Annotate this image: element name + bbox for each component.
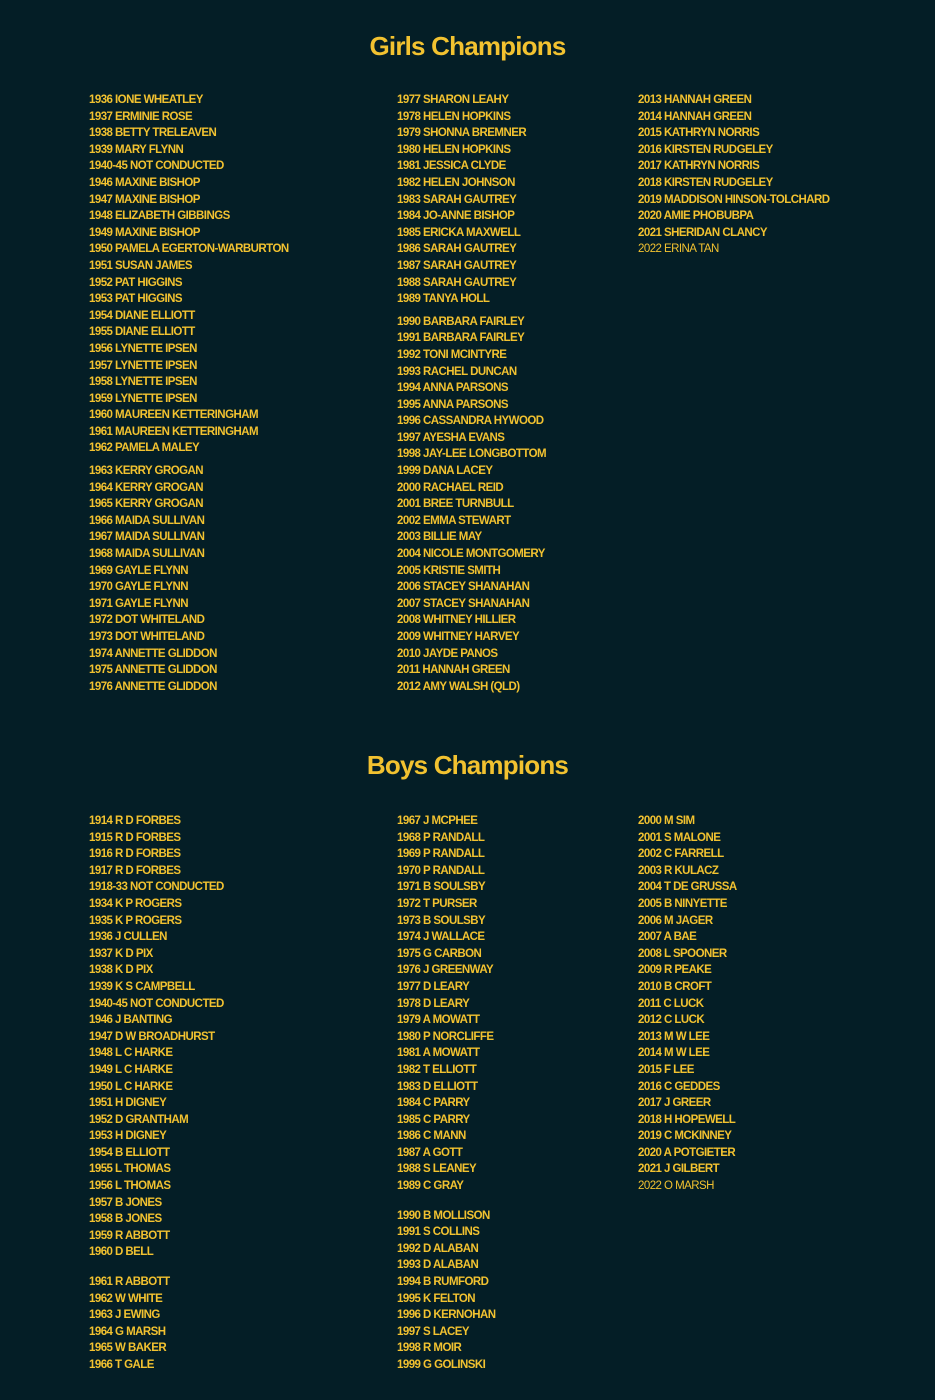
champion-entry: 1973 B SOULSBY — [397, 914, 486, 927]
champion-entry: 2002 C FARRELL — [638, 848, 724, 861]
champion-entry: 1964 KERRY GROGAN — [89, 481, 203, 494]
champion-entry: 1972 T PURSER — [397, 897, 477, 910]
champion-entry: 1937 K D PIX — [89, 947, 153, 960]
champion-entry: 1974 ANNETTE GLIDDON — [89, 647, 217, 660]
champion-entry: 2005 KRISTIE SMITH — [397, 564, 501, 577]
champion-entry: 1986 C MANN — [397, 1130, 466, 1143]
champion-entry: 1968 MAIDA SULLIVAN — [89, 548, 205, 561]
champion-entry: 1956 LYNETTE IPSEN — [89, 342, 197, 355]
champion-entry: 2002 EMMA STEWART — [397, 514, 511, 527]
champion-entry: 1955 L THOMAS — [89, 1163, 171, 1176]
champion-entry: 1995 ANNA PARSONS — [397, 398, 509, 411]
champion-entry: 1950 PAMELA EGERTON-WARBURTON — [89, 243, 289, 256]
champion-entry: 1984 C PARRY — [397, 1097, 470, 1110]
champion-entry: 2013 M W LEE — [638, 1030, 710, 1043]
champion-entry: 2006 M JAGER — [638, 914, 713, 927]
champion-entry: 2012 AMY WALSH (QLD) — [397, 680, 520, 693]
champion-entry: 2012 C LUCK — [638, 1014, 705, 1027]
champion-entry: 1962 PAMELA MALEY — [89, 442, 200, 455]
champion-entry: 1953 H DIGNEY — [89, 1130, 167, 1143]
champion-entry: 1975 G CARBON — [397, 947, 482, 960]
champion-entry: 1990 BARBARA FAIRLEY — [397, 315, 525, 328]
champion-entry: 1979 SHONNA BREMNER — [397, 127, 527, 140]
champion-entry: 1952 D GRANTHAM — [89, 1113, 189, 1126]
champion-entry: 2016 C GEDDES — [638, 1080, 720, 1093]
champion-entry: 1985 ERICKA MAXWELL — [397, 226, 521, 239]
champion-entry: 1979 A MOWATT — [397, 1014, 480, 1027]
champion-entry: 1934 K P ROGERS — [89, 897, 182, 910]
champion-entry: 1972 DOT WHITELAND — [89, 614, 205, 627]
champion-entry: 2020 AMIE PHOBUBPA — [638, 210, 754, 223]
champion-entry: 2000 M SIM — [638, 815, 695, 827]
champion-entry: 1989 C GRAY — [397, 1180, 464, 1193]
champion-entry: 2009 WHITNEY HARVEY — [397, 631, 520, 643]
champion-entry: 1990 B MOLLISON — [397, 1209, 490, 1222]
champion-entry: 1989 TANYA HOLL — [397, 293, 490, 306]
champion-entry: 1994 B RUMFORD — [397, 1276, 489, 1289]
girls-champions-heading: Girls Champions — [369, 31, 566, 61]
champion-entry: 1917 R D FORBES — [89, 864, 181, 877]
champion-entry: 1978 HELEN HOPKINS — [397, 110, 511, 123]
champion-entry: 2021 SHERIDAN CLANCY — [638, 226, 767, 239]
champion-entry: 1939 MARY FLYNN — [89, 143, 184, 156]
champion-entry: 1965 KERRY GROGAN — [89, 498, 203, 511]
champion-entry: 1965 W BAKER — [89, 1342, 167, 1355]
champion-entry: 1956 L THOMAS — [89, 1180, 171, 1193]
champion-entry: 1916 R D FORBES — [89, 848, 181, 861]
champion-entry: 1957 LYNETTE IPSEN — [89, 359, 197, 372]
champion-entry: 1981 JESSICA CLYDE — [397, 160, 506, 173]
champion-entry: 1955 DIANE ELLIOTT — [89, 326, 195, 339]
champion-entry: 1959 LYNETTE IPSEN — [89, 392, 197, 405]
champion-entry: 1961 MAUREEN KETTERINGHAM — [89, 425, 258, 438]
champion-entry: 2022 O MARSH — [638, 1180, 714, 1193]
champion-entry: 1973 DOT WHITELAND — [89, 631, 205, 643]
champion-entry: 1982 HELEN JOHNSON — [397, 176, 515, 189]
boys-column-2 — [397, 813, 495, 1374]
champion-entry: 1993 RACHEL DUNCAN — [397, 365, 517, 378]
champion-entry: 2014 HANNAH GREEN — [638, 110, 752, 123]
champion-entry: 2005 B NINYETTE — [638, 897, 727, 910]
champion-entry: 1985 C PARRY — [397, 1113, 470, 1126]
champion-entry: 1967 MAIDA SULLIVAN — [89, 531, 205, 544]
champion-entry: 1935 K P ROGERS — [89, 914, 182, 927]
champion-entry: 1981 A MOWATT — [397, 1047, 480, 1060]
champion-entry: 1996 D KERNOHAN — [397, 1309, 496, 1322]
girls-column-1 — [89, 92, 289, 695]
champion-entry: 2001 S MALONE — [638, 831, 721, 844]
champion-entry: 1970 P RANDALL — [397, 864, 485, 877]
champion-entry: 1937 ERMINIE ROSE — [89, 110, 193, 123]
champion-entry: 1970 GAYLE FLYNN — [89, 581, 189, 594]
champion-entry: 1984 JO-ANNE BISHOP — [397, 210, 515, 223]
champion-entry: 1976 J GREENWAY — [397, 964, 494, 977]
champion-entry: 1969 GAYLE FLYNN — [89, 564, 189, 577]
champion-entry: 1996 CASSANDRA HYWOOD — [397, 415, 544, 428]
champion-entry: 1983 SARAH GAUTREY — [397, 193, 517, 206]
champion-entry: 1949 L C HARKE — [89, 1063, 173, 1076]
champion-entry: 1988 SARAH GAUTREY — [397, 276, 517, 289]
champion-entry: 1951 H DIGNEY — [89, 1097, 167, 1110]
champion-entry: 2003 BILLIE MAY — [397, 531, 482, 544]
champion-entry: 1949 MAXINE BISHOP — [89, 226, 200, 239]
boys-champions-heading: Boys Champions — [366, 750, 569, 780]
champion-entry: 1975 ANNETTE GLIDDON — [89, 664, 217, 677]
champion-entry: 1998 R MOIR — [397, 1342, 462, 1355]
champion-entry: 2000 RACHAEL REID — [397, 481, 504, 494]
champion-entry: 2008 WHITNEY HILLIER — [397, 614, 516, 627]
champion-entry: 2006 STACEY SHANAHAN — [397, 581, 530, 594]
champion-entry: 1995 K FELTON — [397, 1292, 476, 1305]
champion-entry: 2011 C LUCK — [638, 997, 704, 1010]
champion-entry: 2009 R PEAKE — [638, 964, 712, 977]
champion-entry: 1948 L C HARKE — [89, 1047, 173, 1060]
champion-entry: 2018 KIRSTEN RUDGELEY — [638, 176, 773, 189]
champion-entry: 1938 K D PIX — [89, 964, 153, 977]
champion-entry: 2014 M W LEE — [638, 1047, 710, 1060]
champion-entry: 1938 BETTY TRELEAVEN — [89, 127, 217, 140]
girls-column-3 — [638, 92, 830, 258]
champion-entry: 1987 SARAH GAUTREY — [397, 259, 517, 272]
champion-entry: 2004 T DE GRUSSA — [638, 881, 737, 894]
champion-entry: 1993 D ALABAN — [397, 1259, 479, 1272]
champion-entry: 1983 D ELLIOTT — [397, 1080, 478, 1093]
champion-entry: 1957 B JONES — [89, 1196, 162, 1209]
champion-entry: 1954 B ELLIOTT — [89, 1146, 170, 1159]
boys-column-1 — [89, 813, 224, 1374]
champion-entry: 1946 MAXINE BISHOP — [89, 176, 200, 189]
champion-entry: 1988 S LEANEY — [397, 1163, 477, 1176]
champion-entry: 1986 SARAH GAUTREY — [397, 243, 517, 256]
champion-entry: 2010 JAYDE PANOS — [397, 647, 498, 660]
champion-entry: 2017 KATHRYN NORRIS — [638, 160, 760, 173]
champion-entry: 2018 H HOPEWELL — [638, 1113, 736, 1126]
champion-entry: 2015 KATHRYN NORRIS — [638, 127, 760, 140]
champion-entry: 1960 MAUREEN KETTERINGHAM — [89, 409, 258, 422]
champion-entry: 2016 KIRSTEN RUDGELEY — [638, 143, 773, 156]
champion-entry: 1991 BARBARA FAIRLEY — [397, 332, 525, 345]
champion-entry: 2003 R KULACZ — [638, 864, 719, 877]
champion-entry: 1958 LYNETTE IPSEN — [89, 376, 197, 389]
champion-entry: 1966 MAIDA SULLIVAN — [89, 514, 205, 527]
champion-entry: 1980 HELEN HOPKINS — [397, 143, 511, 156]
champion-entry: 2017 J GREER — [638, 1097, 711, 1110]
champion-entry: 1999 DANA LACEY — [397, 465, 493, 478]
champion-entry: 1940-45 NOT CONDUCTED — [89, 160, 224, 173]
champion-entry: 1992 TONI MCINTYRE — [397, 348, 507, 361]
champion-entry: 1940-45 NOT CONDUCTED — [89, 997, 224, 1010]
champion-entry: 1954 DIANE ELLIOTT — [89, 309, 195, 322]
champion-entry: 1959 R ABBOTT — [89, 1229, 170, 1242]
list-spacer — [397, 1195, 495, 1208]
champion-entry: 1946 J BANTING — [89, 1014, 173, 1027]
champion-entry: 1974 J WALLACE — [397, 931, 485, 944]
champion-entry: 1997 AYESHA EVANS — [397, 431, 505, 444]
champion-entry: 1964 G MARSH — [89, 1325, 166, 1338]
champion-entry: 1998 JAY-LEE LONGBOTTOM — [397, 448, 547, 461]
champion-entry: 1971 GAYLE FLYNN — [89, 597, 189, 610]
champion-entry: 1947 MAXINE BISHOP — [89, 193, 200, 206]
champion-entry: 2004 NICOLE MONTGOMERY — [397, 548, 545, 561]
champion-entry: 2007 A BAE — [638, 931, 697, 944]
champion-entry: 1999 G GOLINSKI — [397, 1359, 486, 1371]
list-spacer — [89, 1261, 224, 1274]
champion-entry: 1915 R D FORBES — [89, 831, 181, 844]
champion-entry: 1963 KERRY GROGAN — [89, 465, 203, 478]
champion-entry: 1991 S COLLINS — [397, 1226, 480, 1239]
champion-entry: 2001 BREE TURNBULL — [397, 498, 514, 511]
champion-entry: 1936 IONE WHEATLEY — [89, 94, 203, 106]
champion-entry: 1948 ELIZABETH GIBBINGS — [89, 210, 230, 223]
champion-entry: 2010 B CROFT — [638, 980, 712, 993]
champion-entry: 1936 J CULLEN — [89, 931, 167, 944]
champion-entry: 1968 P RANDALL — [397, 831, 485, 844]
champion-entry: 1982 T ELLIOTT — [397, 1063, 477, 1076]
boys-column-3 — [638, 813, 737, 1195]
champion-entry: 1950 L C HARKE — [89, 1080, 173, 1093]
champion-entry: 2019 C MCKINNEY — [638, 1130, 732, 1143]
champion-entry: 1977 SHARON LEAHY — [397, 94, 509, 106]
champion-entry: 1997 S LACEY — [397, 1325, 470, 1338]
champion-entry: 1992 D ALABAN — [397, 1242, 479, 1255]
champion-entry: 2020 A POTGIETER — [638, 1146, 736, 1159]
champion-entry: 1947 D W BROADHURST — [89, 1030, 215, 1043]
champion-entry: 1976 ANNETTE GLIDDON — [89, 680, 217, 693]
champion-entry: 2007 STACEY SHANAHAN — [397, 597, 530, 610]
champion-entry: 1971 B SOULSBY — [397, 881, 486, 894]
champion-entry: 1967 J MCPHEE — [397, 815, 478, 827]
champion-entry: 1958 B JONES — [89, 1213, 162, 1226]
champion-entry: 1980 P NORCLIFFE — [397, 1030, 494, 1043]
champion-entry: 2013 HANNAH GREEN — [638, 94, 752, 106]
champion-entry: 1963 J EWING — [89, 1309, 160, 1322]
champion-entry: 1966 T GALE — [89, 1359, 154, 1371]
champion-entry: 2008 L SPOONER — [638, 947, 727, 960]
champion-entry: 2015 F LEE — [638, 1063, 694, 1076]
champion-entry: 2021 J GILBERT — [638, 1163, 720, 1176]
champion-entry: 1960 D BELL — [89, 1246, 154, 1259]
champion-entry: 1961 R ABBOTT — [89, 1276, 170, 1289]
champion-entry: 1969 P RANDALL — [397, 848, 485, 861]
champion-entry: 1951 SUSAN JAMES — [89, 259, 193, 272]
champion-entry: 1987 A GOTT — [397, 1146, 463, 1159]
champion-entry: 1918-33 NOT CONDUCTED — [89, 881, 224, 894]
champion-entry: 1952 PAT HIGGINS — [89, 276, 183, 289]
champion-entry: 1953 PAT HIGGINS — [89, 293, 183, 306]
champion-entry: 2019 MADDISON HINSON-TOLCHARD — [638, 193, 830, 206]
champion-entry: 1914 R D FORBES — [89, 815, 181, 827]
champion-entry: 2011 HANNAH GREEN — [397, 664, 510, 677]
champion-entry: 1939 K S CAMPBELL — [89, 980, 195, 993]
champion-entry: 2022 ERINA TAN — [638, 243, 719, 256]
champion-entry: 1977 D LEARY — [397, 980, 470, 993]
girls-column-2 — [397, 92, 546, 695]
champion-entry: 1962 W WHITE — [89, 1292, 163, 1305]
champion-entry: 1994 ANNA PARSONS — [397, 382, 509, 395]
champion-entry: 1978 D LEARY — [397, 997, 470, 1010]
